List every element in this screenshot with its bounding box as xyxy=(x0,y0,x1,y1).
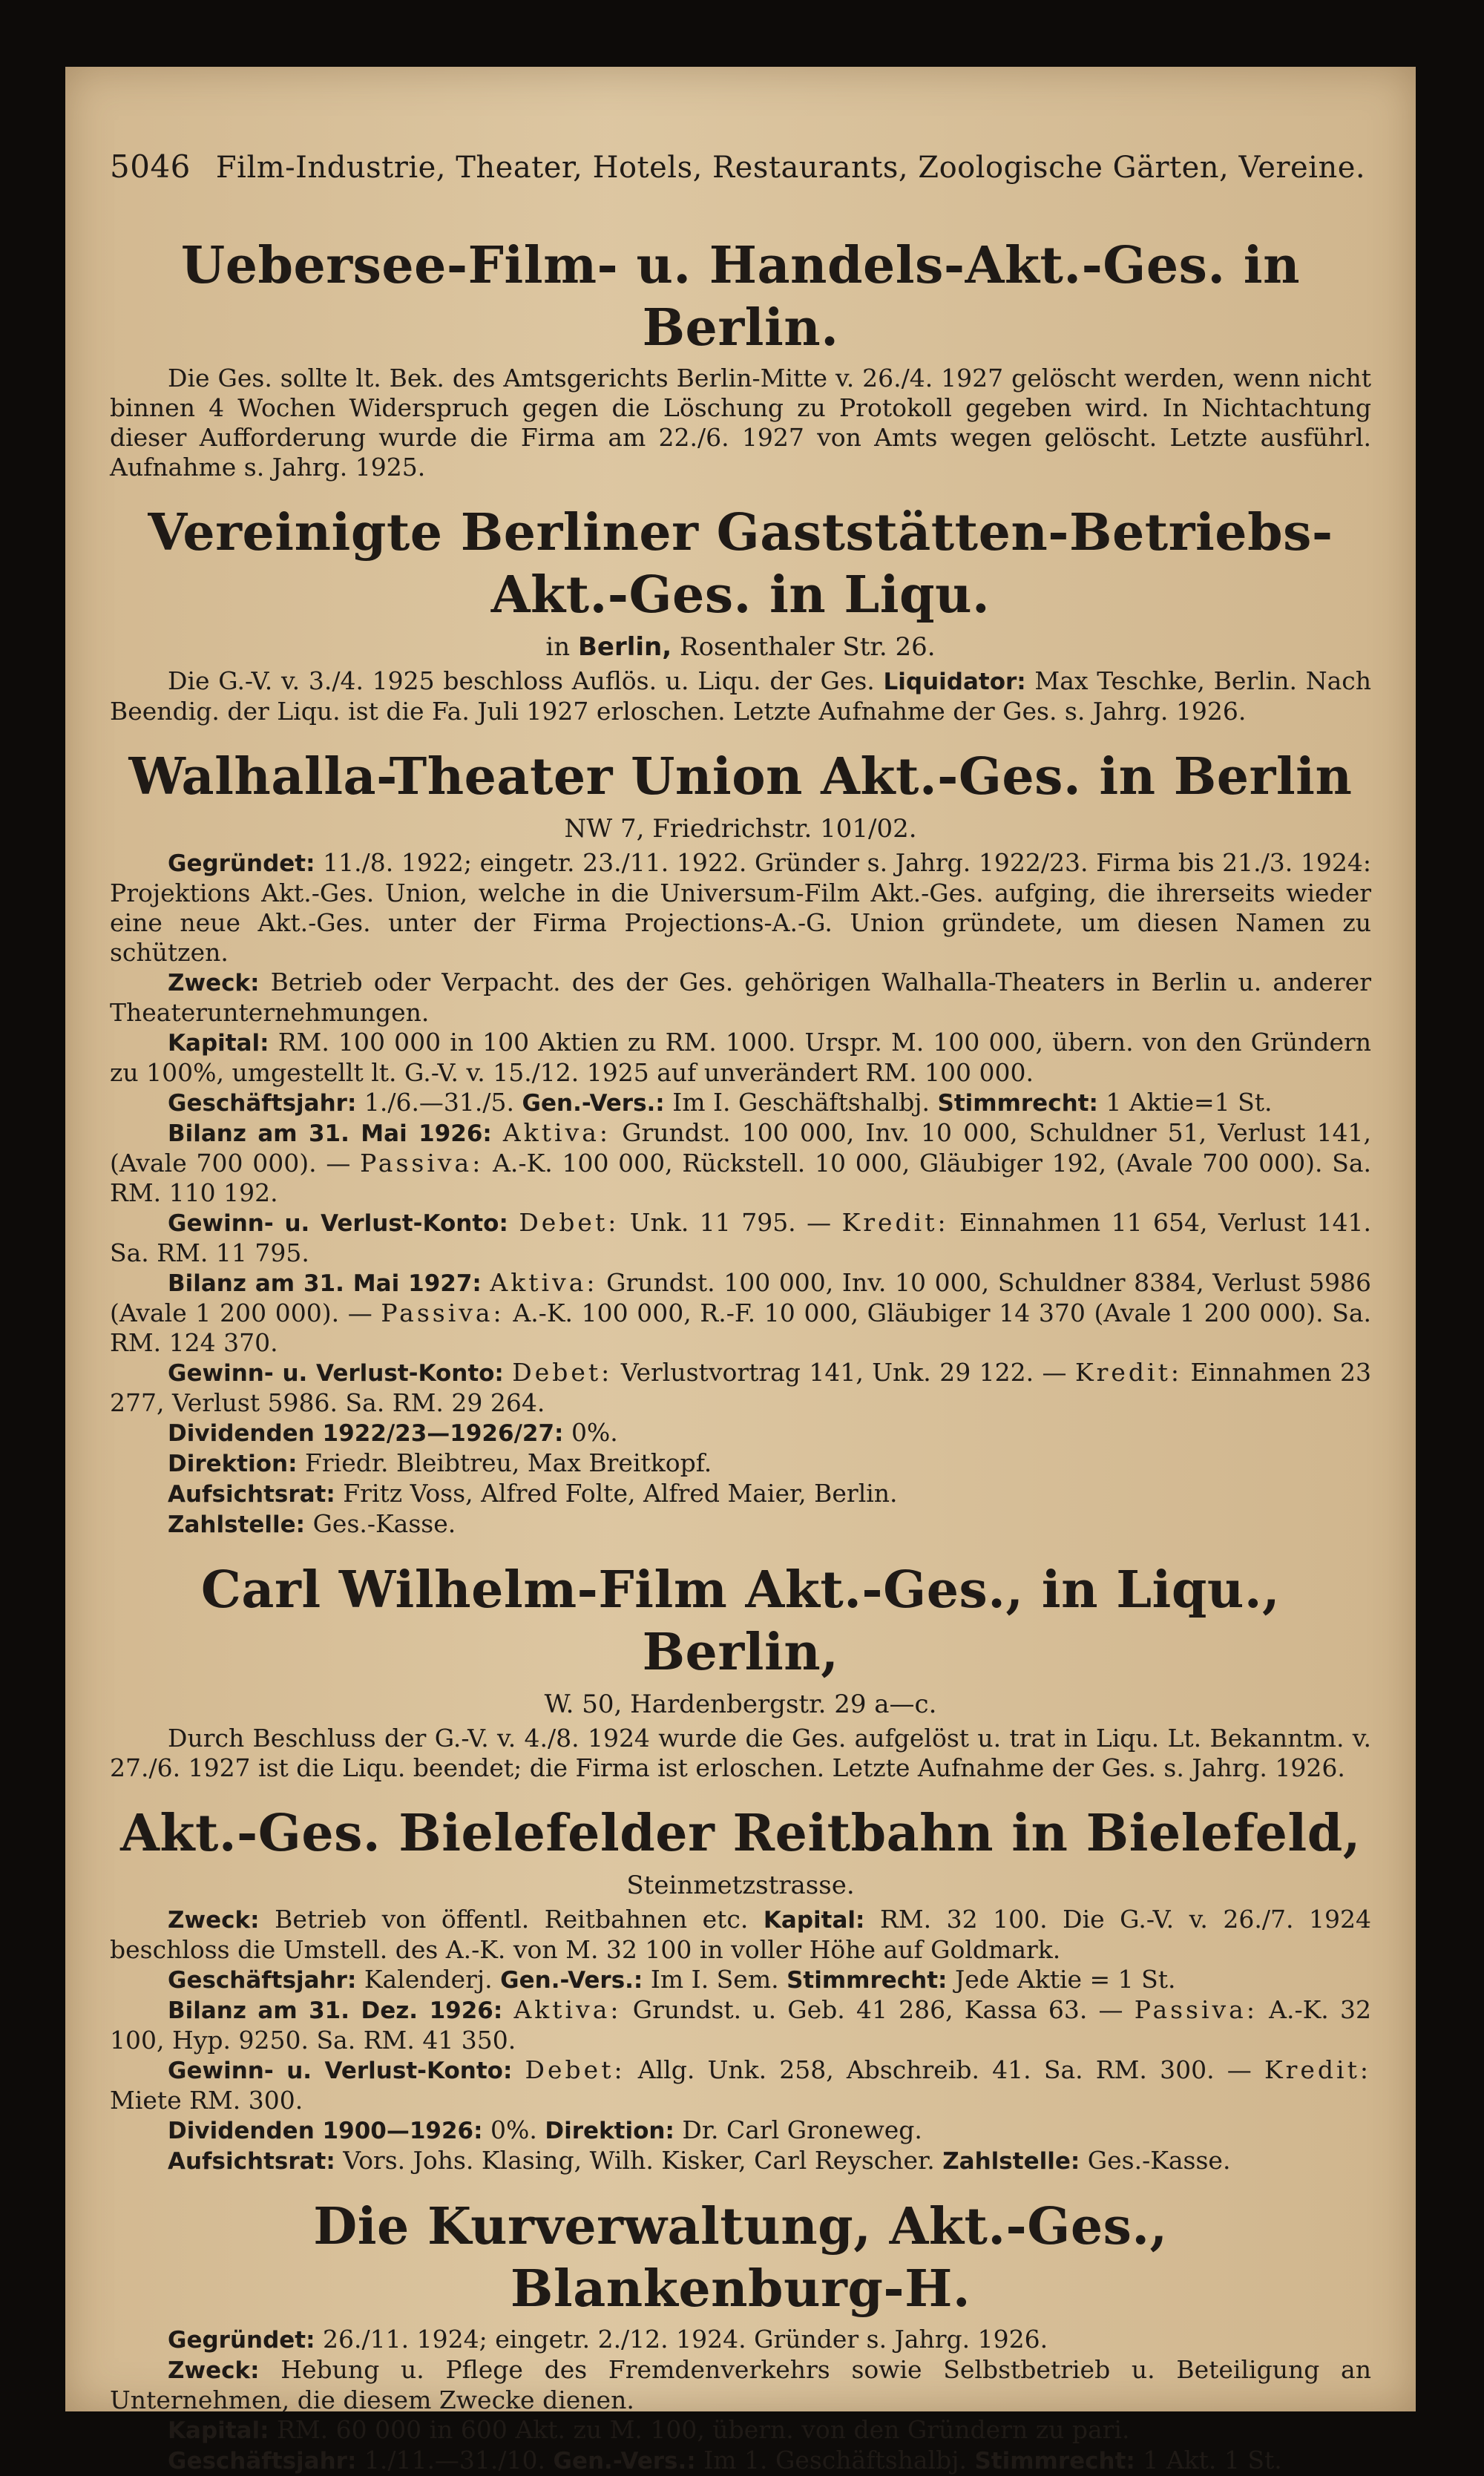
field-value: Einnahmen 11 654, Verlust 141. Sa. RM. 11 795. xyxy=(110,1208,1371,1267)
entry-address: NW 7, Friedrichstr. 101/02. xyxy=(564,814,917,844)
field-value: Vors. Johs. Klasing, Wilh. Kisker, Carl Reyscher. xyxy=(343,2146,935,2175)
entry-text xyxy=(110,666,1371,726)
entry-address: Steinmetzstrasse. xyxy=(626,1871,855,1900)
field-geschaeftsjahr xyxy=(110,1088,1371,1118)
field-value: 1./11.—31./10. xyxy=(364,2446,546,2475)
field-value: 1 Akt. 1 St. xyxy=(1143,2446,1282,2475)
field-label: Kapital: xyxy=(168,2417,269,2444)
field-value: Einnahmen 23 277, Verlust 5986. Sa. RM. 29 264. xyxy=(110,1358,1371,1417)
field-value: Im 1. Geschäftshalbj. xyxy=(703,2446,967,2475)
field-value: A.-K. 100 000, Rückstell. 10 000, Gläubiger 192, (Avale 700 000). Sa. RM. 110 192. xyxy=(110,1149,1371,1207)
field-label: Gen.-Vers.: xyxy=(500,1967,643,1994)
field-value: 26./11. 1924; eingetr. 2./12. 1924. Gründer s. Jahrg. 1926. xyxy=(323,2325,1048,2354)
entry-text: Die Ges. sollte lt. Bek. des Amtsgerichts Berlin-Mitte v. 26./4. 1927 gelöscht werden, wenn nicht binnen 4 Wochen Widerspruch gegen die Löschung zu Protokoll gegeben wird. In Nichtachtung dieser Aufforderung wurde die Firma am 22./6. 1927 von Amts wegen gelöscht. Letzte ausführl. Aufnahme s. Jahrg. 1925. xyxy=(110,364,1371,482)
field-zweck xyxy=(110,2355,1371,2415)
page-number: 5046 xyxy=(110,148,191,185)
address-street: Rosenthaler Str. 26. xyxy=(679,632,936,662)
field-dividenden-direktion xyxy=(110,2115,1371,2146)
entry-walhalla xyxy=(110,746,1371,1540)
field-value: 0%. xyxy=(490,2115,537,2144)
field-dividenden xyxy=(110,1418,1371,1448)
field-label: Gegründet: xyxy=(168,850,315,877)
field-value: Friedr. Bleibtreu, Max Breitkopf. xyxy=(305,1448,712,1477)
field-label: Gewinn- u. Verlust-Konto: xyxy=(168,1360,504,1387)
page-content xyxy=(110,215,1371,2476)
field-label: Aufsichtsrat: xyxy=(168,2148,335,2175)
field-value: Ges.-Kasse. xyxy=(1087,2146,1231,2175)
entry-heading: Uebersee-Film- u. Handels-Akt.-Ges. in Berlin. xyxy=(180,236,1301,358)
address-city: Berlin, xyxy=(578,632,672,662)
field-label: Zweck: xyxy=(168,1907,260,1934)
field-value: Miete RM. 300. xyxy=(110,2086,303,2115)
field-value: 1./6.—31./5. xyxy=(364,1088,515,1117)
field-value: Betrieb von öffentl. Reitbahnen etc. xyxy=(275,1905,749,1934)
passiva-word: Passiva: xyxy=(1134,1995,1258,2024)
field-label: Stimmrecht: xyxy=(787,1967,948,1994)
field-gegruendet xyxy=(110,848,1371,968)
passiva-word: Passiva: xyxy=(360,1149,484,1178)
field-zweck xyxy=(110,968,1371,1028)
field-value: Ges.-Kasse. xyxy=(312,1509,456,1538)
field-value: Grundst. 100 000, Inv. 10 000, Schuldner 51, Verlust 141, (Avale 700 000). — xyxy=(110,1118,1371,1178)
field-label: Gewinn- u. Verlust-Konto: xyxy=(168,1210,508,1237)
field-label: Gen.-Vers.: xyxy=(522,1090,665,1117)
field-label: Gen.-Vers.: xyxy=(553,2448,696,2475)
debet-word: Debet: xyxy=(512,1358,613,1387)
field-value: Kalenderj. xyxy=(364,1965,493,1994)
entry-carl-wilhelm xyxy=(110,1559,1371,1783)
entry-address xyxy=(110,631,1371,663)
field-label: Geschäftsjahr: xyxy=(168,1967,357,1994)
field-value: Im I. Geschäftshalbj. xyxy=(672,1088,930,1117)
field-value: Betrieb oder Verpacht. des der Ges. gehörigen Walhalla-Theaters in Berlin u. anderer Theaterunternehmungen. xyxy=(110,968,1371,1027)
entry-text: Durch Beschluss der G.-V. v. 4./8. 1924 wurde die Ges. aufgelöst u. trat in Liqu. Lt. Bekanntm. v. 27./6. 1927 ist die Liqu. beendet; die Firma ist erloschen. Letzte Aufnahme der Ges. s. Jahrg. 1926. xyxy=(110,1724,1371,1782)
entry-heading: Akt.-Ges. Bielefelder Reitbahn in Bielefeld, xyxy=(120,1804,1361,1863)
field-zahlstelle xyxy=(110,1509,1371,1540)
kredit-word: Kredit: xyxy=(1264,2055,1371,2084)
field-value: 11./8. 1922; eingetr. 23./11. 1922. Gründer s. Jahrg. 1922/23. Firma bis 21./3. 1924: Projektions Akt.-Ges. Union, welche in die Universum-Film Akt.-Ges. aufging, die ihrerseits wieder eine neue Akt.-Ges. unter der Firma Projections-A.-G. Union gründete, um diesen Namen zu schützen. xyxy=(110,848,1371,967)
field-label: Bilanz am 31. Mai 1926: xyxy=(168,1120,492,1147)
field-geschaeftsjahr xyxy=(110,1965,1371,1995)
field-value: 1 Aktie=1 St. xyxy=(1106,1088,1273,1117)
field-value: Fritz Voss, Alfred Folte, Alfred Maier, Berlin. xyxy=(343,1479,898,1508)
field-label: Geschäftsjahr: xyxy=(168,1090,357,1117)
field-zweck-kapital xyxy=(110,1905,1371,1965)
running-head xyxy=(110,148,1371,185)
field-value: Grundst. 100 000, Inv. 10 000, Schuldner 8384, Verlust 5986 (Avale 1 200 000). — xyxy=(110,1268,1371,1327)
kredit-word: Kredit: xyxy=(1074,1358,1182,1387)
field-label: Kapital: xyxy=(763,1907,865,1934)
field-value: Grundst. u. Geb. 41 286, Kassa 63. — xyxy=(632,1995,1123,2024)
field-value: A.-K. 100 000, R.-F. 10 000, Gläubiger 14 370 (Avale 1 200 000). Sa. RM. 124 370. xyxy=(110,1298,1372,1357)
field-bilanz-1926 xyxy=(110,1118,1371,1208)
field-value: Im I. Sem. xyxy=(650,1965,779,1994)
field-value: RM. 100 000 in 100 Aktien zu RM. 1000. Urspr. M. 100 000, übern. von den Gründern zu 100%, umgestellt lt. G.-V. v. 15./12. 1925 auf unverändert RM. 100 000. xyxy=(110,1028,1372,1087)
field-bilanz-1927 xyxy=(110,1268,1371,1358)
field-label: Kapital: xyxy=(168,1030,269,1057)
aktiva-word: Aktiva: xyxy=(513,1995,622,2024)
aktiva-word: Aktiva: xyxy=(502,1118,611,1147)
field-value: RM. 32 100. Die G.-V. v. 26./7. 1924 beschloss die Umstell. des A.-K. von M. 32 100 in voller Höhe auf Goldmark. xyxy=(110,1905,1371,1964)
field-label: Dividenden 1922/23—1926/27: xyxy=(168,1420,564,1447)
entry-vereinigte xyxy=(110,502,1371,726)
field-value: A.-K. 32 100, Hyp. 9250. Sa. RM. 41 350. xyxy=(110,1995,1371,2055)
field-kapital xyxy=(110,2415,1371,2446)
field-value: Allg. Unk. 258, Abschreib. 41. Sa. RM. 300. — xyxy=(637,2055,1252,2084)
address-prefix: in xyxy=(545,632,571,662)
liquidator-label: Liquidator: xyxy=(883,669,1026,695)
field-label: Zahlstelle: xyxy=(942,2148,1080,2175)
field-guv xyxy=(110,2055,1371,2115)
field-value: Jede Aktie = 1 St. xyxy=(954,1965,1176,1994)
debet-word: Debet: xyxy=(525,2055,626,2084)
field-label: Zweck: xyxy=(168,970,260,996)
field-label: Zahlstelle: xyxy=(168,1511,306,1538)
field-value: RM. 60 000 in 600 Akt. zu M. 100, übern. von den Gründern zu pari. xyxy=(277,2415,1130,2444)
entry-heading: Vereinigte Berliner Gaststätten-Betriebs-Akt.-Ges. in Liqu. xyxy=(148,503,1333,625)
field-kapital xyxy=(110,1028,1371,1088)
field-label: Dividenden 1900—1926: xyxy=(168,2118,483,2144)
field-gegruendet xyxy=(110,2325,1371,2355)
field-label: Gegründet: xyxy=(168,2327,315,2354)
field-direktion xyxy=(110,1448,1371,1479)
entry-kurverwaltung xyxy=(110,2196,1371,2476)
field-value: Hebung u. Pflege des Fremdenverkehrs sowie Selbstbetrieb u. Beteiligung an Unternehmen, die diesem Zwecke dienen. xyxy=(110,2355,1371,2414)
field-guv-1927 xyxy=(110,1358,1371,1418)
entry-heading: Die Kurverwaltung, Akt.-Ges., Blankenburg-H. xyxy=(313,2197,1168,2319)
field-aufsichtsrat xyxy=(110,1479,1371,1509)
entry-heading: Walhalla-Theater Union Akt.-Ges. in Berlin xyxy=(128,747,1353,807)
field-label: Gewinn- u. Verlust-Konto: xyxy=(168,2058,513,2084)
field-label: Direktion: xyxy=(168,1451,298,1477)
text-segment: Max Teschke, Berlin. Nach Beendig. der Liqu. ist die Fa. Juli 1927 erloschen. Letzte Aufnahme der Ges. s. Jahrg. 1926. xyxy=(110,666,1371,726)
field-label: Zweck: xyxy=(168,2357,260,2384)
field-aufsichtsrat-zahlstelle xyxy=(110,2146,1371,2176)
field-value: 0%. xyxy=(571,1418,618,1447)
passiva-word: Passiva: xyxy=(381,1298,505,1327)
entry-bielefeld xyxy=(110,1802,1371,2176)
running-head-title: Film-Industrie, Theater, Hotels, Restaurants, Zoologische Gärten, Vereine. xyxy=(215,151,1366,185)
field-value: Unk. 11 795. — xyxy=(629,1208,832,1237)
entry-address: W. 50, Hardenbergstr. 29 a—c. xyxy=(544,1689,937,1719)
text-segment: Die G.-V. v. 3./4. 1925 beschloss Auflös. u. Liqu. der Ges. xyxy=(168,666,875,695)
field-value: Dr. Carl Groneweg. xyxy=(682,2115,922,2144)
entry-uebersee xyxy=(110,234,1371,482)
kredit-word: Kredit: xyxy=(841,1208,949,1237)
field-label: Direktion: xyxy=(545,2118,674,2144)
field-geschaeftsjahr xyxy=(110,2446,1371,2476)
field-label: Stimmrecht: xyxy=(937,1090,1098,1117)
field-label: Bilanz am 31. Mai 1927: xyxy=(168,1270,482,1297)
book-page xyxy=(65,67,1416,2475)
field-value: Verlustvortrag 141, Unk. 29 122. — xyxy=(620,1358,1067,1387)
field-label: Stimmrecht: xyxy=(974,2448,1135,2475)
field-label: Geschäftsjahr: xyxy=(168,2448,357,2475)
entry-heading: Carl Wilhelm-Film Akt.-Ges., in Liqu., Berlin, xyxy=(200,1560,1281,1682)
aktiva-word: Aktiva: xyxy=(490,1268,598,1297)
field-label: Bilanz am 31. Dez. 1926: xyxy=(168,1997,503,2024)
field-bilanz xyxy=(110,1995,1371,2055)
debet-word: Debet: xyxy=(519,1208,620,1237)
field-label: Aufsichtsrat: xyxy=(168,1481,335,1508)
field-guv-1926 xyxy=(110,1208,1371,1268)
